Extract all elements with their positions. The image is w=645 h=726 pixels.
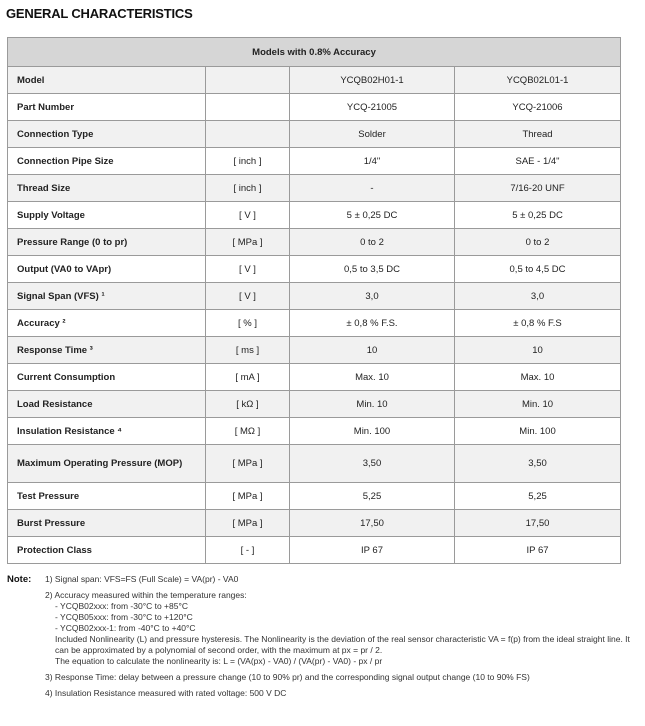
table-row	[8, 310, 621, 337]
row-unit: [ MPa ]	[206, 445, 290, 483]
row-label: Burst Pressure	[8, 510, 206, 537]
row-value-model-a: 1/4"	[290, 148, 455, 175]
notes-label: Note:	[7, 574, 32, 585]
row-unit: [ inch ]	[206, 148, 290, 175]
row-label: Maximum Operating Pressure (MOP)	[8, 445, 206, 483]
row-value-model-a: Min. 100	[290, 418, 455, 445]
row-unit: [ mA ]	[206, 364, 290, 391]
row-value-model-a: 0,5 to 3,5 DC	[290, 256, 455, 283]
row-label: Supply Voltage	[8, 202, 206, 229]
row-value-model-a: ± 0,8 % F.S.	[290, 310, 455, 337]
row-label: Connection Pipe Size	[8, 148, 206, 175]
table-row	[8, 94, 621, 121]
table-row	[8, 256, 621, 283]
table-row	[8, 121, 621, 148]
row-unit: [ % ]	[206, 310, 290, 337]
row-value-model-a: 5,25	[290, 483, 455, 510]
table-row	[8, 67, 621, 94]
row-label: Test Pressure	[8, 483, 206, 510]
row-value-model-a: Min. 10	[290, 391, 455, 418]
row-value-model-b: Thread	[455, 121, 621, 148]
row-value-model-a: 3,50	[290, 445, 455, 483]
row-unit: [ V ]	[206, 283, 290, 310]
row-value-model-a: 5 ± 0,25 DC	[290, 202, 455, 229]
row-label: Pressure Range (0 to pr)	[8, 229, 206, 256]
table-row	[8, 364, 621, 391]
row-unit	[206, 67, 290, 94]
row-value-model-a: IP 67	[290, 537, 455, 564]
note-2	[45, 590, 637, 667]
table-row	[8, 229, 621, 256]
note-1	[45, 574, 637, 585]
row-value-model-a: Max. 10	[290, 364, 455, 391]
row-value-model-a: YCQ-21005	[290, 94, 455, 121]
row-value-model-b: YCQ-21006	[455, 94, 621, 121]
characteristics-table	[7, 37, 621, 564]
row-value-model-b: 3,50	[455, 445, 621, 483]
note-2-item: - YCQB02xxx-1: from -40°C to +40°C	[55, 623, 196, 633]
row-label: Protection Class	[8, 537, 206, 564]
note-3	[45, 672, 637, 683]
table-row	[8, 510, 621, 537]
row-value-model-a: YCQB02H01-1	[290, 67, 455, 94]
row-value-model-b: Min. 10	[455, 391, 621, 418]
table-row	[8, 391, 621, 418]
row-value-model-a: Solder	[290, 121, 455, 148]
row-label: Response Time ³	[8, 337, 206, 364]
row-unit: [ MPa ]	[206, 510, 290, 537]
table-row	[8, 483, 621, 510]
row-value-model-a: 3,0	[290, 283, 455, 310]
row-label: Part Number	[8, 94, 206, 121]
row-unit: [ kΩ ]	[206, 391, 290, 418]
row-value-model-b: IP 67	[455, 537, 621, 564]
row-label: Accuracy ²	[8, 310, 206, 337]
page-title: GENERAL CHARACTERISTICS	[6, 6, 193, 21]
table-row	[8, 175, 621, 202]
notes-body	[45, 574, 637, 704]
row-value-model-b: YCQB02L01-1	[455, 67, 621, 94]
table-row	[8, 445, 621, 483]
row-value-model-b: 3,0	[455, 283, 621, 310]
note-4	[45, 688, 637, 699]
note-2-item: - YCQB05xxx: from -30°C to +120°C	[55, 612, 193, 622]
note-1-text: 1) Signal span: VFS=FS (Full Scale) = VA(pr) - VA0	[45, 574, 239, 584]
row-unit: [ - ]	[206, 537, 290, 564]
note-2-equation-text: The equation to calculate the nonlinearity is: L = (VA(px) - VA0) / (VA(pr) - VA0) - px / pr	[55, 656, 383, 666]
row-unit: [ MPa ]	[206, 229, 290, 256]
table-row	[8, 148, 621, 175]
note-2-nonlinearity-text: Included Nonlinearity (L) and pressure hysteresis. The Nonlinearity is the deviation of the real sensor characteristic VA = f(p) from the ideal straight line. It can be approximated by a polynomial of second order, with the maximum at px = pr / 2.	[55, 634, 630, 655]
row-label: Insulation Resistance ⁴	[8, 418, 206, 445]
row-value-model-b: 10	[455, 337, 621, 364]
note-4-text: 4) Insulation Resistance measured with rated voltage: 500 V DC	[45, 688, 287, 698]
table-row	[8, 418, 621, 445]
table-row	[8, 202, 621, 229]
row-unit: [ MΩ ]	[206, 418, 290, 445]
row-label: Output (VA0 to VApr)	[8, 256, 206, 283]
row-value-model-b: SAE - 1/4"	[455, 148, 621, 175]
row-unit: [ inch ]	[206, 175, 290, 202]
row-label: Thread Size	[8, 175, 206, 202]
table-row	[8, 537, 621, 564]
row-value-model-b: Max. 10	[455, 364, 621, 391]
row-unit: [ MPa ]	[206, 483, 290, 510]
table-body	[8, 67, 621, 564]
row-label: Current Consumption	[8, 364, 206, 391]
row-value-model-b: ± 0,8 % F.S	[455, 310, 621, 337]
row-value-model-a: -	[290, 175, 455, 202]
row-value-model-b: 5 ± 0,25 DC	[455, 202, 621, 229]
row-value-model-b: 0 to 2	[455, 229, 621, 256]
row-value-model-b: 7/16-20 UNF	[455, 175, 621, 202]
row-unit: [ ms ]	[206, 337, 290, 364]
row-unit: [ V ]	[206, 202, 290, 229]
table-row	[8, 337, 621, 364]
table-header: Models with 0.8% Accuracy	[8, 38, 621, 67]
row-value-model-a: 0 to 2	[290, 229, 455, 256]
row-unit: [ V ]	[206, 256, 290, 283]
row-label: Signal Span (VFS) ¹	[8, 283, 206, 310]
row-value-model-b: Min. 100	[455, 418, 621, 445]
row-value-model-a: 10	[290, 337, 455, 364]
row-label: Model	[8, 67, 206, 94]
row-unit	[206, 94, 290, 121]
row-value-model-b: 17,50	[455, 510, 621, 537]
row-value-model-a: 17,50	[290, 510, 455, 537]
note-3-text: 3) Response Time: delay between a pressure change (10 to 90% pr) and the corresponding signal output change (10 to 90% FS)	[45, 672, 530, 682]
row-label: Load Resistance	[8, 391, 206, 418]
note-2-item: - YCQB02xxx: from -30°C to +85°C	[55, 601, 189, 611]
row-value-model-b: 0,5 to 4,5 DC	[455, 256, 621, 283]
row-unit	[206, 121, 290, 148]
row-value-model-b: 5,25	[455, 483, 621, 510]
row-label: Connection Type	[8, 121, 206, 148]
note-2-title: 2) Accuracy measured within the temperature ranges:	[45, 590, 247, 600]
table-row	[8, 283, 621, 310]
